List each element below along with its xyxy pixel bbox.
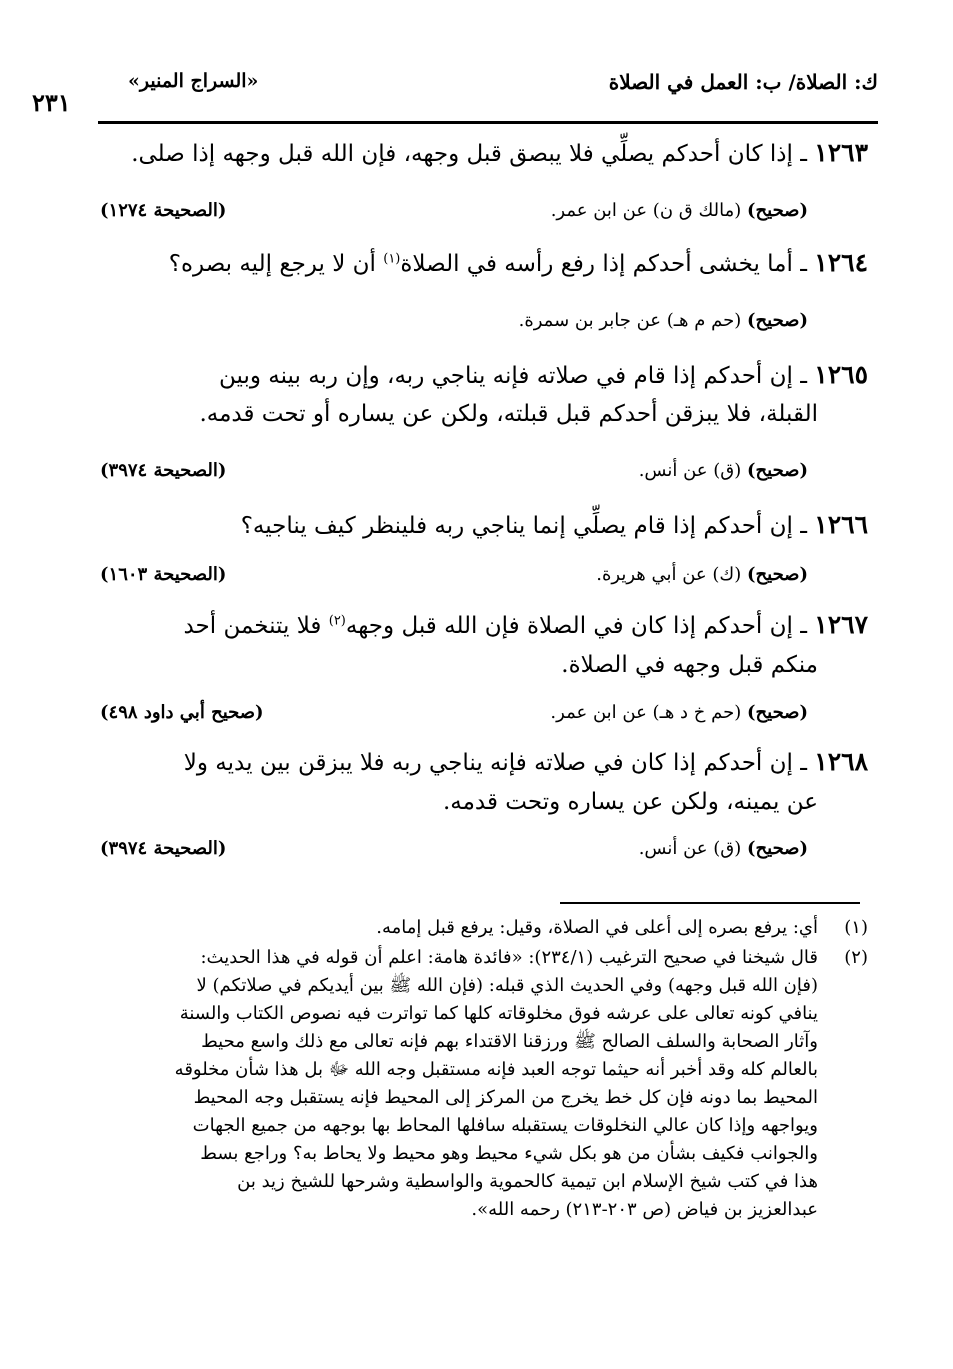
hadith-1267-ref: (صحيح أبي داود ٤٩٨) bbox=[100, 702, 264, 723]
hadith-number: ١٢٦٨ bbox=[814, 747, 868, 776]
hadith-1265-line-2: القبلة، فلا يبزقن أحدكم قبل قبلته، ولكن عن يساره أو تحت قدمه. bbox=[199, 401, 818, 427]
hadith-1266-line-1: ١٢٦٦ ـ إن أحدكم إذا قام يصلِّي إنما يناجي ربه فلينظر كيف يناجيه؟ bbox=[240, 510, 868, 539]
hadith-sources: (حم خ د هـ) عن ابن عمر. bbox=[550, 702, 742, 723]
grade-label: (صحيح) bbox=[747, 702, 808, 723]
hadith-text: إن أحدكم إذا قام في صلاته فإنه يناجي ربه، وإن ربه بينه وبين bbox=[219, 363, 793, 389]
hadith-number: ١٢٦٤ bbox=[814, 248, 868, 277]
footnote-2-line-7: ويواجهه وإذا كان عالي النخلوقات يستقبله سافلها المحاط بها بوجهه من جميع الجهات bbox=[192, 1115, 818, 1136]
hadith-1265-line-1: ١٢٦٥ ـ إن أحدكم إذا قام في صلاته فإنه يناجي ربه، وإن ربه بينه وبين bbox=[219, 360, 868, 389]
page-number: ٢٣١ bbox=[32, 88, 71, 117]
footnote-marker[interactable]: (١) bbox=[383, 251, 401, 267]
hadith-1266-grade bbox=[596, 564, 808, 585]
hadith-sources: (ق) عن أنس. bbox=[638, 838, 742, 859]
footnote-2-line-6: المحيط بما دونه فإن كل خط يخرج من المركز إلى المحيط فإنه يستقبل وجه المحيط bbox=[193, 1087, 818, 1108]
footnote-number: (٢) bbox=[844, 947, 868, 968]
grade-label: (صحيح) bbox=[747, 310, 808, 331]
hadith-number: ١٢٦٥ bbox=[814, 360, 868, 389]
footnote-2-line-5: بالعالم كله وقد أخبر أنه حيثما توجه العبد فإنه مستقبل وجه الله ﷻ بل هذا شأن مخلوقه bbox=[174, 1059, 818, 1080]
footnote-number: (١) bbox=[844, 917, 868, 938]
hadith-1267-line-2: منكم قبل وجهه في الصلاة. bbox=[561, 652, 818, 678]
hadith-text: إن أحدكم إذا قام يصلِّي إنما يناجي ربه فلينظر كيف يناجيه؟ bbox=[240, 513, 793, 539]
grade-label: (صحيح) bbox=[747, 564, 808, 585]
hadith-1268-grade bbox=[639, 838, 808, 859]
header-rule bbox=[98, 121, 878, 124]
hadith-1268-line-2: عن يمينه، ولكن عن يساره وتحت قدمه. bbox=[442, 789, 818, 815]
footnote-2-line-2: (فإن الله قبل وجهه) وفي الحديث الذي قبله: (فإن الله ﷺ بين أيديكم في صلاتكم) لا bbox=[196, 975, 818, 996]
hadith-sources: (حم م هـ) عن جابر بن سمرة. bbox=[518, 310, 742, 331]
hadith-number: ١٢٦٣ bbox=[814, 138, 868, 167]
hadith-text: إذا كان أحدكم يصلِّي فلا يبصق قبل وجهه، فإن الله قبل وجهه إذا صلى. bbox=[131, 141, 793, 167]
hadith-1265-ref: (الصحيحة ٣٩٧٤) bbox=[100, 460, 227, 481]
footnote-2-line-4: وآثار الصحابة والسلف الصالح ﷺ ورزقنا الاقتداء بهم فإنه تعالى مع ذلك واسع محيط bbox=[201, 1031, 818, 1052]
hadith-1263-line-1: ١٢٦٣ ـ إذا كان أحدكم يصلِّي فلا يبصق قبل وجهه، فإن الله قبل وجهه إذا صلى. bbox=[131, 138, 868, 167]
hadith-1263-ref: (الصحيحة ١٢٧٤) bbox=[100, 200, 227, 221]
hadith-text: إن أحدكم إذا كان في الصلاة فإن الله قبل وجهه bbox=[345, 613, 793, 639]
hadith-1264-grade bbox=[519, 310, 808, 331]
hadith-text: إن أحدكم إذا كان في صلاته فإنه يناجي ربه فلا يبزقن بين يديه ولا bbox=[183, 750, 793, 776]
footnote-marker[interactable]: (٢) bbox=[328, 613, 346, 629]
hadith-text: فلا يتنخمن أحد bbox=[183, 613, 322, 639]
hadith-1266-ref: (الصحيحة ١٦٠٣) bbox=[100, 564, 227, 585]
hadith-sources: (ك) عن أبي هريرة. bbox=[596, 564, 742, 585]
hadith-text: أما يخشى أحدكم إذا رفع رأسه في الصلاة bbox=[400, 251, 793, 277]
footnote-2-line-9: هذا في كتب شيخ الإسلام ابن تيمية كالحموية والواسطية وشرحها للشيخ زيد بن bbox=[237, 1171, 818, 1192]
footnote-2-line-10: عبدالعزيز بن فياض (ص ٢٠٣-٢١٣) رحمه الله». bbox=[471, 1199, 818, 1220]
footnote-1-line-1: أي: يرفع بصره إلى أعلى في الصلاة، وقيل: يرفع قبل إمامه. bbox=[376, 917, 818, 938]
hadith-sources: (مالك ق ن) عن ابن عمر. bbox=[550, 200, 742, 221]
hadith-1267-grade bbox=[550, 702, 808, 723]
grade-label: (صحيح) bbox=[747, 200, 808, 221]
hadith-number: ١٢٦٧ bbox=[814, 610, 868, 639]
book-title: «السراج المنير» bbox=[128, 70, 259, 92]
hadith-text: أن لا يرجع إليه بصره؟ bbox=[168, 251, 376, 277]
grade-label: (صحيح) bbox=[747, 460, 808, 481]
grade-label: (صحيح) bbox=[747, 838, 808, 859]
hadith-1268-line-1: ١٢٦٨ ـ إن أحدكم إذا كان في صلاته فإنه يناجي ربه فلا يبزقن بين يديه ولا bbox=[183, 747, 868, 776]
footnote-2-line-8: والجوانب فكيف بشأن من هو بكل شيء محيط وهو محيط ولا يحاط به؟ وراجع بسط bbox=[200, 1143, 818, 1164]
hadith-1267-line-1: ١٢٦٧ ـ إن أحدكم إذا كان في الصلاة فإن الله قبل وجهه$^{(٢)}$ فلا يتنخمن أحد bbox=[183, 610, 868, 639]
hadith-1263-grade bbox=[551, 200, 808, 221]
hadith-1265-grade bbox=[639, 460, 808, 481]
footnote-rule bbox=[560, 902, 860, 904]
footnote-2-line-3: ينافي كونه تعالى على عرشه فوق مخلوقاته كلها كما تواترت فيه نصوص الكتاب والسنة bbox=[179, 1003, 818, 1024]
hadith-number: ١٢٦٦ bbox=[814, 510, 868, 539]
chapter-heading: ك: الصلاة/ ب: العمل في الصلاة bbox=[608, 70, 878, 94]
hadith-sources: (ق) عن أنس. bbox=[638, 460, 742, 481]
hadith-1264-line-1: ١٢٦٤ ـ أما يخشى أحدكم إذا رفع رأسه في الصلاة$^{(١)}$ أن لا يرجع إليه بصره؟ bbox=[168, 248, 868, 277]
hadith-1268-ref: (الصحيحة ٣٩٧٤) bbox=[100, 838, 227, 859]
footnote-2-line-1: قال شيخنا في صحيح الترغيب (٢٣٤/١): «فائدة هامة: اعلم أن قوله في هذا الحديث: bbox=[200, 947, 818, 968]
